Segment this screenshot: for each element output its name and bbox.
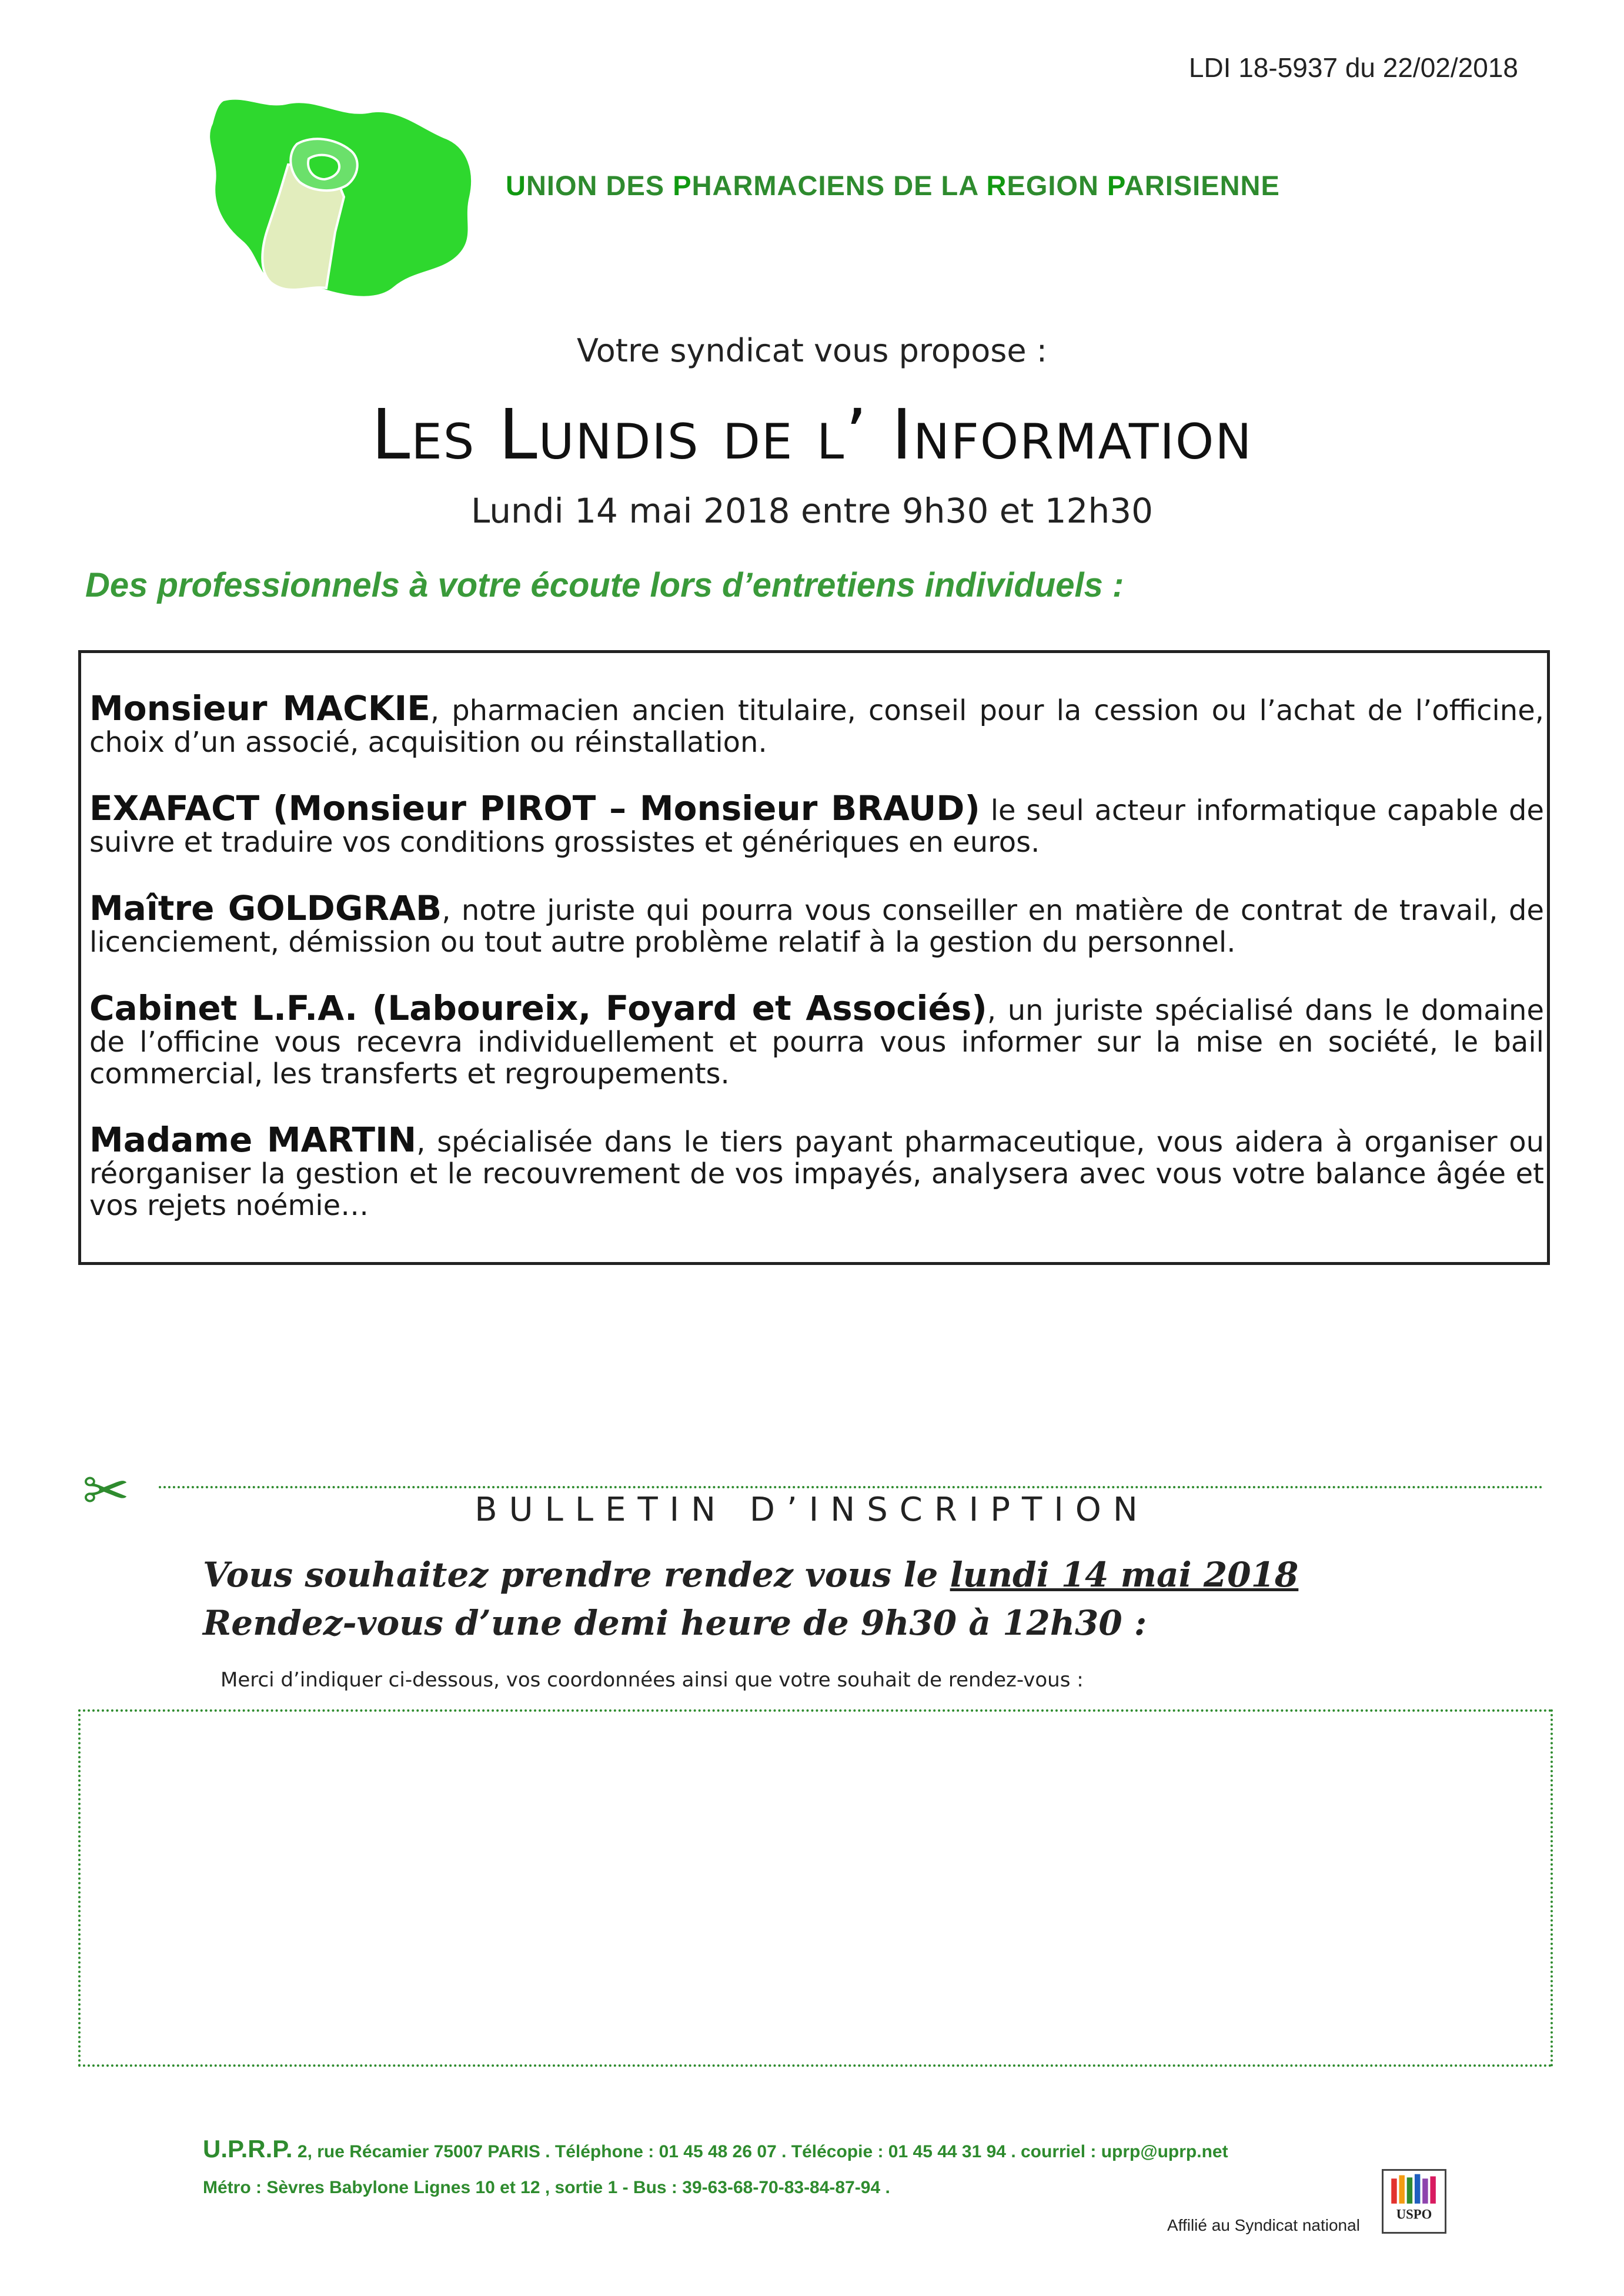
union-name-part: HARMACIENS DE LA (691, 170, 987, 201)
ile-de-france-map-logo (200, 94, 476, 323)
uspo-logo (1382, 2169, 1446, 2234)
entry-mackie (89, 688, 1545, 759)
registration-form-area[interactable] (78, 1709, 1553, 2067)
page-title: Les Lundis de l’ Information (371, 394, 1253, 475)
appointment-line2: Rendez-vous d’une demi heure de 9h30 à 12h30 : (203, 1603, 1147, 1643)
entry-text: , notre juriste qui pourra vous conseiller en matière de contrat de travail, de licenciement, démission ou tout autre problème relatif à la gestion du personnel. (89, 894, 1544, 959)
entry-name: Madame MARTIN (89, 1120, 417, 1160)
appointment-text (203, 1551, 1298, 1647)
bulletin-title: BULLETIN D’INSCRIPTION (474, 1491, 1150, 1529)
footer-org: U.P.R.P. (203, 2135, 293, 2163)
reference-number: LDI 18-5937 du 22/02/2018 (1188, 52, 1518, 83)
entry-goldgrab (89, 888, 1544, 959)
footer-metro: Métro : Sèvres Babylone Lignes 10 et 12 , sortie 1 - Bus : 39-63-68-70-83-84-87-94 . (203, 2178, 890, 2197)
appointment-line1: Vous souhaitez prendre rendez vous le (203, 1555, 950, 1595)
entry-lfa (89, 988, 1544, 1090)
entry-text: , un juriste spécialisé dans le domaine de l’officine vous recevra individuellement et pourra vous informer sur la mise en société, le bail commercial, les transferts et regroupements. (89, 994, 1544, 1090)
entry-exafact (89, 788, 1544, 859)
scissors-icon: ✂ (82, 1458, 130, 1524)
entry-text: , spécialisée dans le tiers payant pharmaceutique, vous aidera à organiser ou réorganiser la gestion et le recouvrement de vos impayés, analysera avec vous votre balance âgée et vos rejets noémie… (89, 1126, 1545, 1222)
union-name-part: R (986, 170, 1007, 201)
union-name-part: P (673, 170, 692, 201)
union-name-part: U (506, 170, 526, 201)
union-name-part: EGION (1007, 170, 1107, 201)
footer-address-text: 2, rue Récamier 75007 PARIS . Téléphone : 01 45 48 26 07 . Télécopie : 01 45 44 31 94 . courriel : uprp@uprp.net (292, 2142, 1228, 2161)
intro-propose: Votre syndicat vous propose : (577, 332, 1047, 369)
entry-text: , pharmacien ancien titulaire, conseil pour la cession ou l’achat de l’officine, choix d’un associé, acquisition ou réinstallation. (89, 694, 1545, 759)
section-subtitle: Des professionnels à votre écoute lors d’entretiens individuels : (85, 566, 1124, 604)
footer-affiliation: Affilié au Syndicat national (1167, 2216, 1360, 2234)
entry-name: Cabinet L.F.A. (Laboureix, Foyard et Associés) (89, 988, 987, 1028)
form-instruction: Merci d’indiquer ci-dessous, vos coordonnées ainsi que votre souhait de rendez-vous : (220, 1668, 1084, 1692)
entry-text: le seul acteur informatique capable de suivre et traduire vos conditions grossistes et génériques en euros. (89, 794, 1544, 859)
footer-address (203, 2135, 1228, 2163)
cut-line (159, 1486, 1543, 1488)
entry-martin (89, 1120, 1545, 1222)
entry-name: Maître GOLDGRAB (89, 888, 442, 928)
union-name-part: ARISIENNE (1124, 170, 1280, 201)
union-name (506, 169, 1280, 202)
entry-name: EXAFACT (Monsieur PIROT – Monsieur BRAUD) (89, 788, 980, 828)
entry-name: Monsieur MACKIE (89, 688, 430, 728)
appointment-date: lundi 14 mai 2018 (950, 1555, 1299, 1595)
union-name-part: NION DES (526, 170, 673, 201)
uspo-badge-text: USPO (1396, 2207, 1432, 2222)
union-name-part: P (1107, 170, 1124, 201)
event-date: Lundi 14 mai 2018 entre 9h30 et 12h30 (470, 491, 1154, 531)
